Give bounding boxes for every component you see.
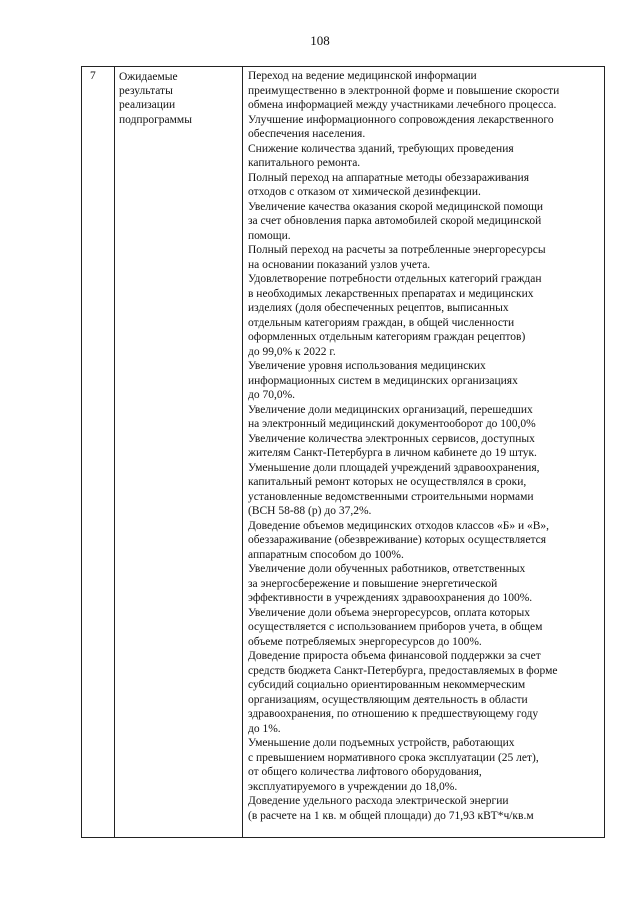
content-line: информационных систем в медицинских организациях — [248, 374, 518, 387]
row-content — [248, 69, 604, 823]
column-divider — [242, 67, 243, 837]
content-line: Увеличение качества оказания скорой медицинской помощи — [248, 200, 544, 213]
content-line: на электронный медицинский документооборот до 100,0% — [248, 418, 536, 430]
content-line: Увеличение уровня использования медицинских — [248, 360, 486, 372]
content-line: обеспечения населения. — [248, 128, 366, 140]
content-line: Удовлетворение потребности отдельных категорий граждан — [248, 273, 542, 285]
content-line: Улучшение информационного сопровождения лекарственного — [248, 113, 554, 126]
content-line: капитальный ремонт которых не осуществлялся в сроки, — [248, 476, 527, 488]
content-line: отходов с отказом от химической дезинфекции. — [248, 186, 481, 198]
content-line: объеме потребляемых энергоресурсов до 100%. — [248, 635, 482, 648]
content-line: эксплуатируемого в учреждении до 18,0%. — [248, 780, 458, 793]
content-line: оформленных отдельным категориям граждан рецептов) — [248, 331, 526, 343]
content-line: Увеличение доли объема энергоресурсов, оплата которых — [248, 606, 530, 619]
content-line: до 99,0% к 2022 г. — [248, 345, 336, 358]
content-line: жителям Санкт-Петербурга в личном кабинете до 19 штук. — [248, 447, 537, 459]
content-line: от общего количества лифтового оборудования, — [248, 766, 482, 778]
content-line: за энергосбережение и повышение энергетической — [248, 577, 498, 590]
content-line: (в расчете на 1 кв. м общей площади) до 71,93 кВТ*ч/кв.м — [248, 809, 534, 822]
content-line: за счет обновления парка автомобилей скорой медицинской — [248, 215, 542, 227]
content-line: Увеличение количества электронных сервисов, доступных — [248, 432, 535, 445]
content-line: средств бюджета Санкт-Петербурга, предоставляемых в форме — [248, 664, 558, 677]
content-line: установленные ведомственными строительными нормами — [248, 490, 534, 503]
content-line: Уменьшение доли площадей учреждений здравоохранения, — [248, 461, 540, 474]
content-line: отдельным категориям граждан, в общей численности — [248, 316, 515, 329]
content-line: помощи. — [248, 229, 291, 242]
content-line: в необходимых лекарственных препаратах и медицинских — [248, 287, 534, 300]
content-line: субсидий социально ориентированным некоммерческим — [248, 679, 526, 691]
content-line: обеззараживание (обезвреживание) которых осуществляется — [248, 534, 547, 546]
content-line: Доведение прироста объема финансовой поддержки за счет — [248, 650, 541, 662]
content-line: (ВСН 58-88 (р) до 37,2%. — [248, 505, 372, 517]
content-line: эффективности в учреждениях здравоохранения до 100%. — [248, 592, 533, 604]
content-line: до 1%. — [248, 722, 281, 735]
content-line: Полный переход на расчеты за потребленные энергоресурсы — [248, 244, 546, 256]
column-divider — [114, 67, 115, 837]
content-line: обмена информацией между участниками лечебного процесса. — [248, 99, 557, 111]
content-line: Полный переход на аппаратные методы обеззараживания — [248, 171, 529, 184]
content-line: аппаратным способом до 100%. — [248, 548, 404, 561]
row-number: 7 — [90, 70, 96, 82]
content-line: Уменьшение доли подъемных устройств, работающих — [248, 737, 515, 749]
row-title: Ожидаемые результаты реализации подпрограммы — [119, 71, 192, 126]
content-line: Доведение объемов медицинских отходов классов «Б» и «В», — [248, 519, 550, 532]
content-line: Увеличение доли медицинских организаций, перешедших — [248, 403, 533, 416]
results-table — [81, 66, 605, 838]
content-line: на основании показаний узлов учета. — [248, 258, 431, 271]
content-line: преимущественно в электронной форме и повышение скорости — [248, 84, 560, 97]
content-line: с превышением нормативного срока эксплуатации (25 лет), — [248, 751, 539, 764]
content-line: изделиях (доля обеспеченных рецептов, выписанных — [248, 302, 509, 314]
content-line: капитального ремонта. — [248, 157, 361, 169]
content-line: здравоохранения, по отношению к предшествующему году — [248, 708, 539, 720]
content-line: Снижение количества зданий, требующих проведения — [248, 142, 514, 155]
content-line: Переход на ведение медицинской информации — [248, 70, 477, 82]
content-line: осуществляется с использованием приборов учета, в общем — [248, 621, 543, 633]
page-number: 108 — [310, 33, 330, 48]
content-line: организациям, осуществляющим деятельность в области — [248, 693, 528, 706]
content-line: Увеличение доли обученных работников, ответственных — [248, 563, 526, 575]
content-line: до 70,0%. — [248, 389, 296, 401]
content-line: Доведение удельного расхода электрической энергии — [248, 795, 509, 807]
